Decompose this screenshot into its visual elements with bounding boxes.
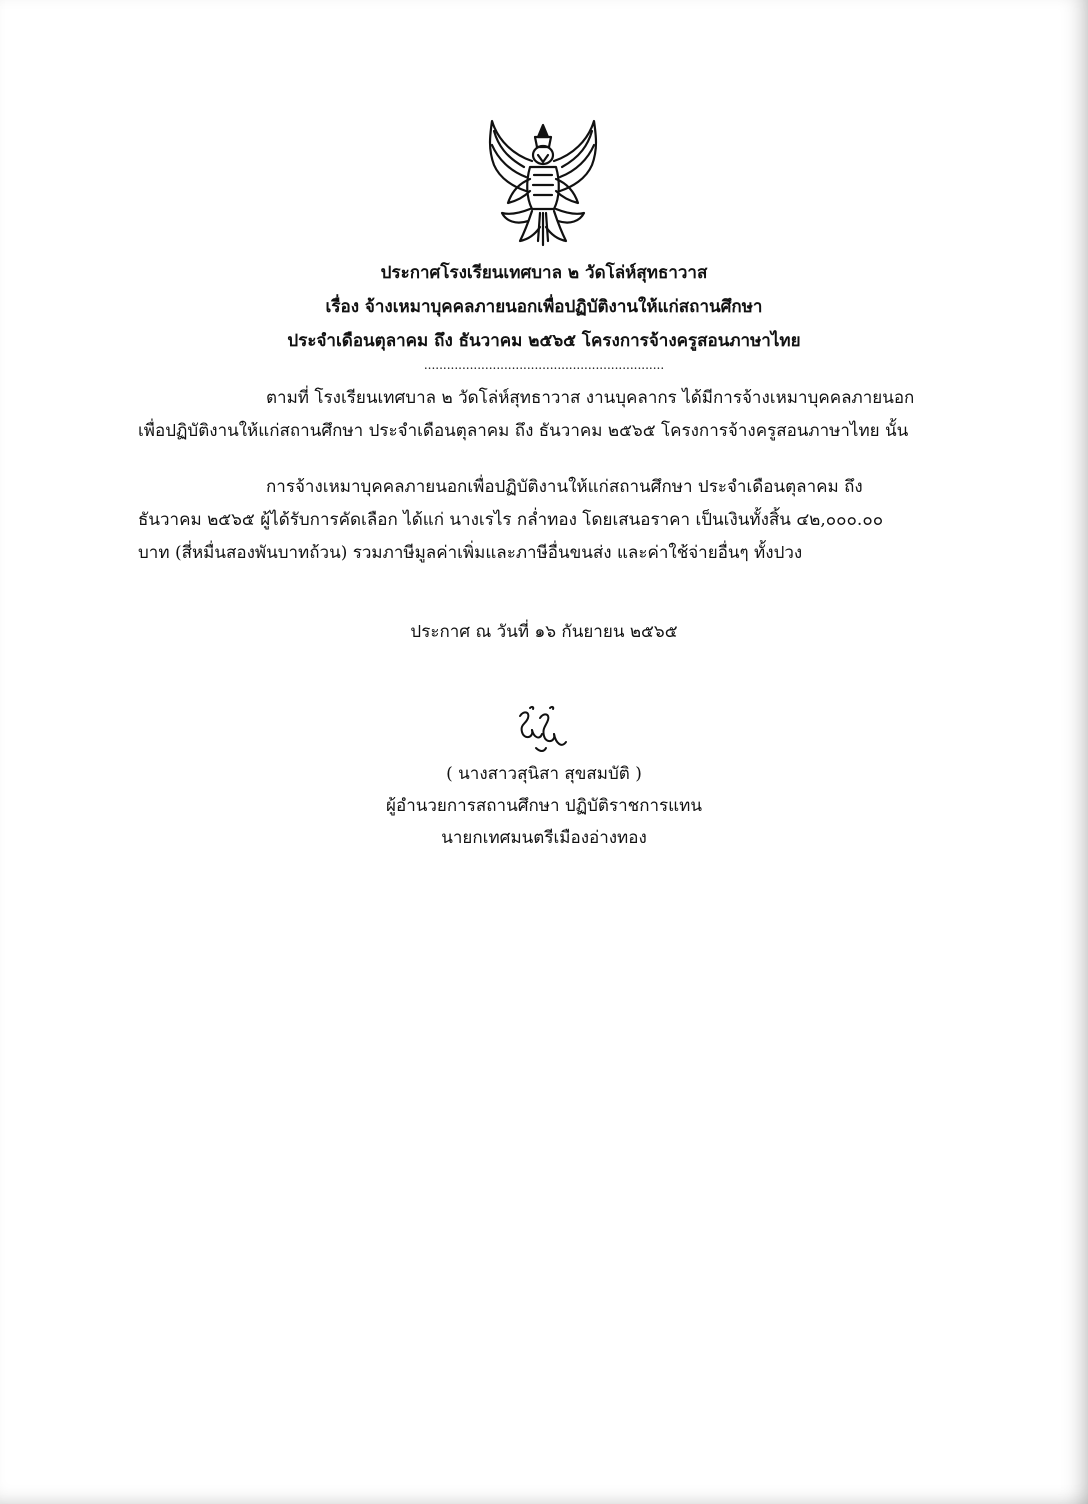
paragraph-2 (138, 471, 968, 570)
paragraph-2-line-3: บาท (สี่หมื่นสองพันบาทถ้วน) รวมภาษีมูลค่าเพิ่มและภาษีอื่นขนส่ง และค่าใช้จ่ายอื่นๆ ทั้งปวง (138, 543, 803, 563)
paragraph-1-line-2: เพื่อปฏิบัติงานให้แก่สถานศึกษา ประจำเดือนตุลาคม ถึง ธันวาคม ๒๕๖๕ โครงการจ้างครูสอนภาษาไทย นั้น (138, 421, 909, 441)
announcement-date: ประกาศ ณ วันที่ ๑๖ กันยายน ๒๕๖๕ (410, 622, 678, 642)
separator-line: ............................................................... (423, 358, 665, 372)
signer-name: ( นางสาวสุนิสา สุขสมบัติ ) (446, 764, 642, 784)
heading-subject: เรื่อง จ้างเหมาบุคคลภายนอกเพื่อปฏิบัติงานให้แก่สถานศึกษา (325, 297, 763, 317)
paragraph-2-line-2: ธันวาคม ๒๕๖๕ ผู้ได้รับการคัดเลือก ได้แก่ นางเรไร กล่ำทอง โดยเสนอราคา เป็นเงินทั้งสิ้น ๔๒,๐๐๐.๐๐ (138, 510, 884, 530)
heading-period: ประจำเดือนตุลาคม ถึง ธันวาคม ๒๕๖๕ โครงการจ้างครูสอนภาษาไทย (287, 331, 801, 351)
paragraph-1 (138, 382, 968, 448)
heading-title: ประกาศโรงเรียนเทศบาล ๒ วัดโล่ห์สุทธาวาส (380, 263, 708, 283)
signer-block (0, 758, 1088, 854)
paragraph-2-line-1: การจ้างเหมาบุคคลภายนอกเพื่อปฏิบัติงานให้แก่สถานศึกษา ประจำเดือนตุลาคม ถึง (266, 477, 863, 497)
signer-position: ผู้อำนวยการสถานศึกษา ปฏิบัติราชการแทน (386, 796, 702, 816)
document-heading (0, 256, 1088, 358)
signer-on-behalf: นายกเทศมนตรีเมืองอ่างทอง (441, 828, 647, 848)
garuda-emblem-icon (480, 115, 606, 247)
handwritten-signature-icon (510, 704, 576, 756)
paragraph-1-line-1: ตามที่ โรงเรียนเทศบาล ๒ วัดโล่ห์สุทธาวาส งานบุคลากร ได้มีการจ้างเหมาบุคคลภายนอก (266, 388, 915, 408)
